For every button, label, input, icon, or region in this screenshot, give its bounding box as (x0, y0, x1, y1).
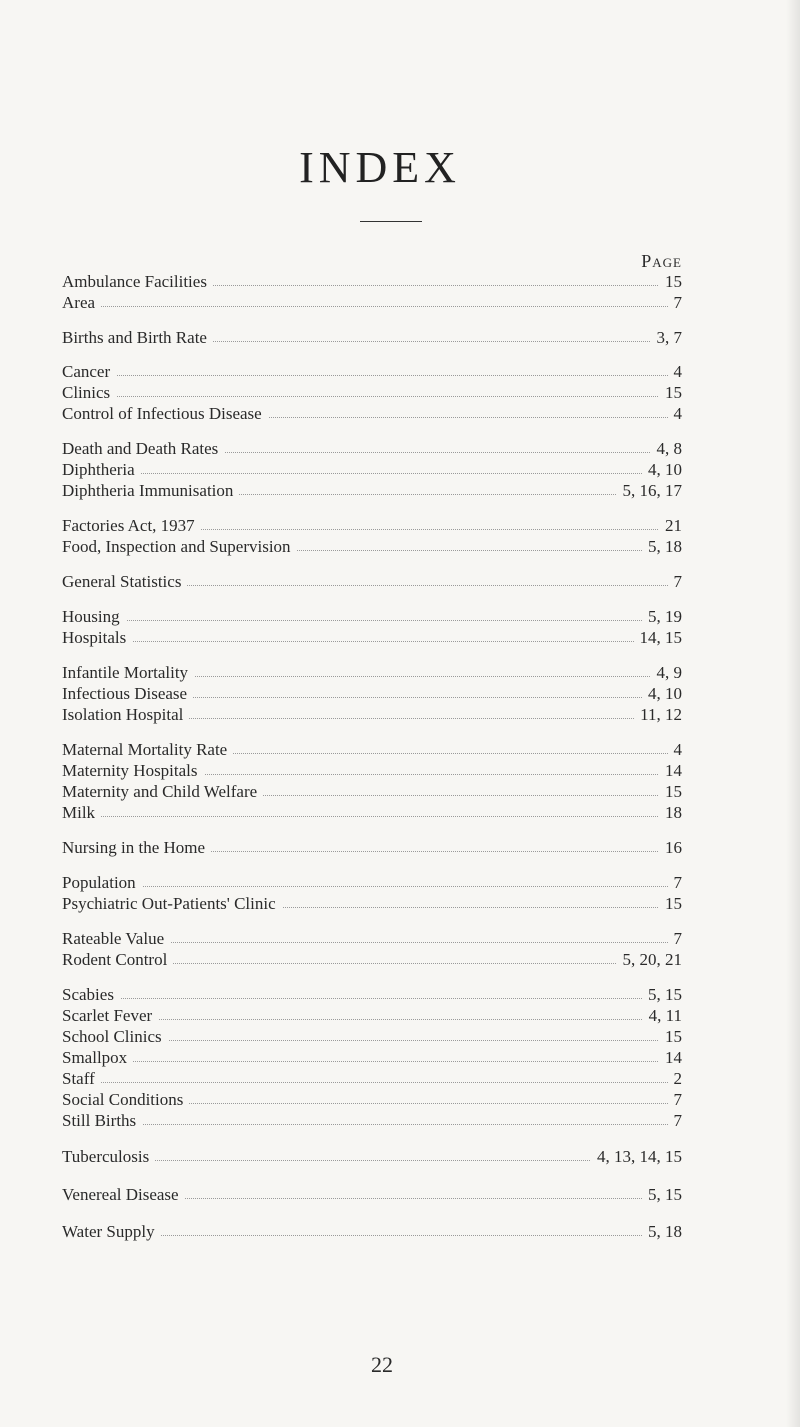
index-entry (62, 1184, 682, 1206)
index-pages: 2 (668, 1068, 683, 1090)
index-entry (62, 480, 682, 502)
index-term: Venereal Disease (62, 1184, 185, 1206)
index-entry (62, 781, 682, 803)
index-entry (62, 662, 682, 684)
dot-leader (62, 641, 682, 642)
index-pages: 7 (668, 1089, 683, 1111)
index-term: General Statistics (62, 571, 187, 593)
page-edge-shadow (786, 0, 800, 1427)
index-term: School Clinics (62, 1026, 168, 1048)
title-divider (360, 221, 422, 222)
dot-leader (62, 306, 682, 307)
index-entry (62, 837, 682, 859)
index-entry (62, 382, 682, 404)
index-pages: 4, 11 (643, 1005, 682, 1027)
index-pages: 5, 16, 17 (617, 480, 683, 502)
index-pages: 3, 7 (651, 327, 683, 349)
index-entry (62, 1110, 682, 1132)
index-pages: 18 (659, 802, 682, 824)
index-entry (62, 606, 682, 628)
index-term: Population (62, 872, 142, 894)
index-entry (62, 872, 682, 894)
index-term: Death and Death Rates (62, 438, 224, 460)
dot-leader (62, 473, 682, 474)
index-term: Infectious Disease (62, 683, 193, 705)
index-term: Births and Birth Rate (62, 327, 213, 349)
index-entry (62, 1026, 682, 1048)
index-entry (62, 459, 682, 481)
dot-leader (62, 620, 682, 621)
index-term: Smallpox (62, 1047, 133, 1069)
index-term: Cancer (62, 361, 116, 383)
index-entry (62, 802, 682, 824)
index-pages: 21 (659, 515, 682, 537)
index-pages: 7 (668, 872, 683, 894)
index-pages: 4, 13, 14, 15 (591, 1146, 682, 1168)
index-entry (62, 739, 682, 761)
dot-leader (62, 396, 682, 397)
dot-leader (62, 816, 682, 817)
index-term: Food, Inspection and Supervision (62, 536, 297, 558)
index-entry (62, 1221, 682, 1243)
index-entry (62, 271, 682, 293)
index-term: Scarlet Fever (62, 1005, 158, 1027)
index-term: Diphtheria Immunisation (62, 480, 239, 502)
index-term: Rateable Value (62, 928, 170, 950)
index-term: Maternity Hospitals (62, 760, 204, 782)
index-term: Diphtheria (62, 459, 141, 481)
index-term: Clinics (62, 382, 116, 404)
index-term: Infantile Mortality (62, 662, 194, 684)
index-term: Isolation Hospital (62, 704, 189, 726)
index-term: Nursing in the Home (62, 837, 211, 859)
index-term: Rodent Control (62, 949, 173, 971)
index-pages: 5, 18 (642, 536, 682, 558)
index-term: Housing (62, 606, 126, 628)
dot-leader (62, 1082, 682, 1083)
dot-leader (62, 886, 682, 887)
index-pages: 4, 10 (642, 683, 682, 705)
index-term: Maternity and Child Welfare (62, 781, 263, 803)
index-entry (62, 893, 682, 915)
dot-leader (62, 1124, 682, 1125)
index-pages: 11, 12 (634, 704, 682, 726)
index-pages: 5, 15 (642, 1184, 682, 1206)
index-entry (62, 949, 682, 971)
index-entry (62, 704, 682, 726)
index-pages: 5, 18 (642, 1221, 682, 1243)
index-pages: 15 (659, 1026, 682, 1048)
page-column-header: Page (641, 251, 682, 271)
index-pages: 4, 8 (651, 438, 683, 460)
index-pages: 15 (659, 893, 682, 915)
index-entry (62, 438, 682, 460)
index-term: Milk (62, 802, 101, 824)
index-pages: 4 (668, 403, 683, 425)
index-term: Control of Infectious Disease (62, 403, 268, 425)
index-pages: 4 (668, 739, 683, 761)
index-entry (62, 361, 682, 383)
index-entry (62, 1089, 682, 1111)
index-pages: 15 (659, 271, 682, 293)
dot-leader (62, 1061, 682, 1062)
index-pages: 5, 20, 21 (617, 949, 683, 971)
index-pages: 5, 19 (642, 606, 682, 628)
index-entry (62, 515, 682, 537)
index-entry (62, 1047, 682, 1069)
index-term: Staff (62, 1068, 101, 1090)
index-entry (62, 1005, 682, 1027)
index-pages: 7 (668, 292, 683, 314)
index-title: INDEX (299, 143, 461, 192)
index-entry (62, 1146, 682, 1168)
index-term: Maternal Mortality Rate (62, 739, 233, 761)
index-term: Water Supply (62, 1221, 161, 1243)
index-pages: 7 (668, 1110, 683, 1132)
index-pages: 5, 15 (642, 984, 682, 1006)
index-term: Area (62, 292, 101, 314)
index-term: Hospitals (62, 627, 132, 649)
index-pages: 7 (668, 928, 683, 950)
index-pages: 4, 9 (651, 662, 683, 684)
index-pages: 14 (659, 760, 682, 782)
index-term: Psychiatric Out-Patients' Clinic (62, 893, 282, 915)
index-entry (62, 627, 682, 649)
index-entry (62, 984, 682, 1006)
index-term: Ambulance Facilities (62, 271, 213, 293)
index-entry (62, 683, 682, 705)
dot-leader (62, 375, 682, 376)
index-entry (62, 571, 682, 593)
index-pages: 16 (659, 837, 682, 859)
index-entry (62, 928, 682, 950)
index-term: Social Conditions (62, 1089, 189, 1111)
index-pages: 15 (659, 781, 682, 803)
index-pages: 4, 10 (642, 459, 682, 481)
index-entry (62, 403, 682, 425)
index-entry (62, 1068, 682, 1090)
index-pages: 14 (659, 1047, 682, 1069)
index-pages: 4 (668, 361, 683, 383)
page-number: 22 (371, 1352, 393, 1377)
index-entry (62, 760, 682, 782)
index-entry (62, 536, 682, 558)
index-pages: 15 (659, 382, 682, 404)
index-term: Factories Act, 1937 (62, 515, 201, 537)
index-entry (62, 292, 682, 314)
index-term: Still Births (62, 1110, 142, 1132)
index-term: Tuberculosis (62, 1146, 155, 1168)
index-term: Scabies (62, 984, 120, 1006)
index-pages: 7 (668, 571, 683, 593)
index-pages: 14, 15 (634, 627, 683, 649)
index-entry (62, 327, 682, 349)
dot-leader (62, 998, 682, 999)
